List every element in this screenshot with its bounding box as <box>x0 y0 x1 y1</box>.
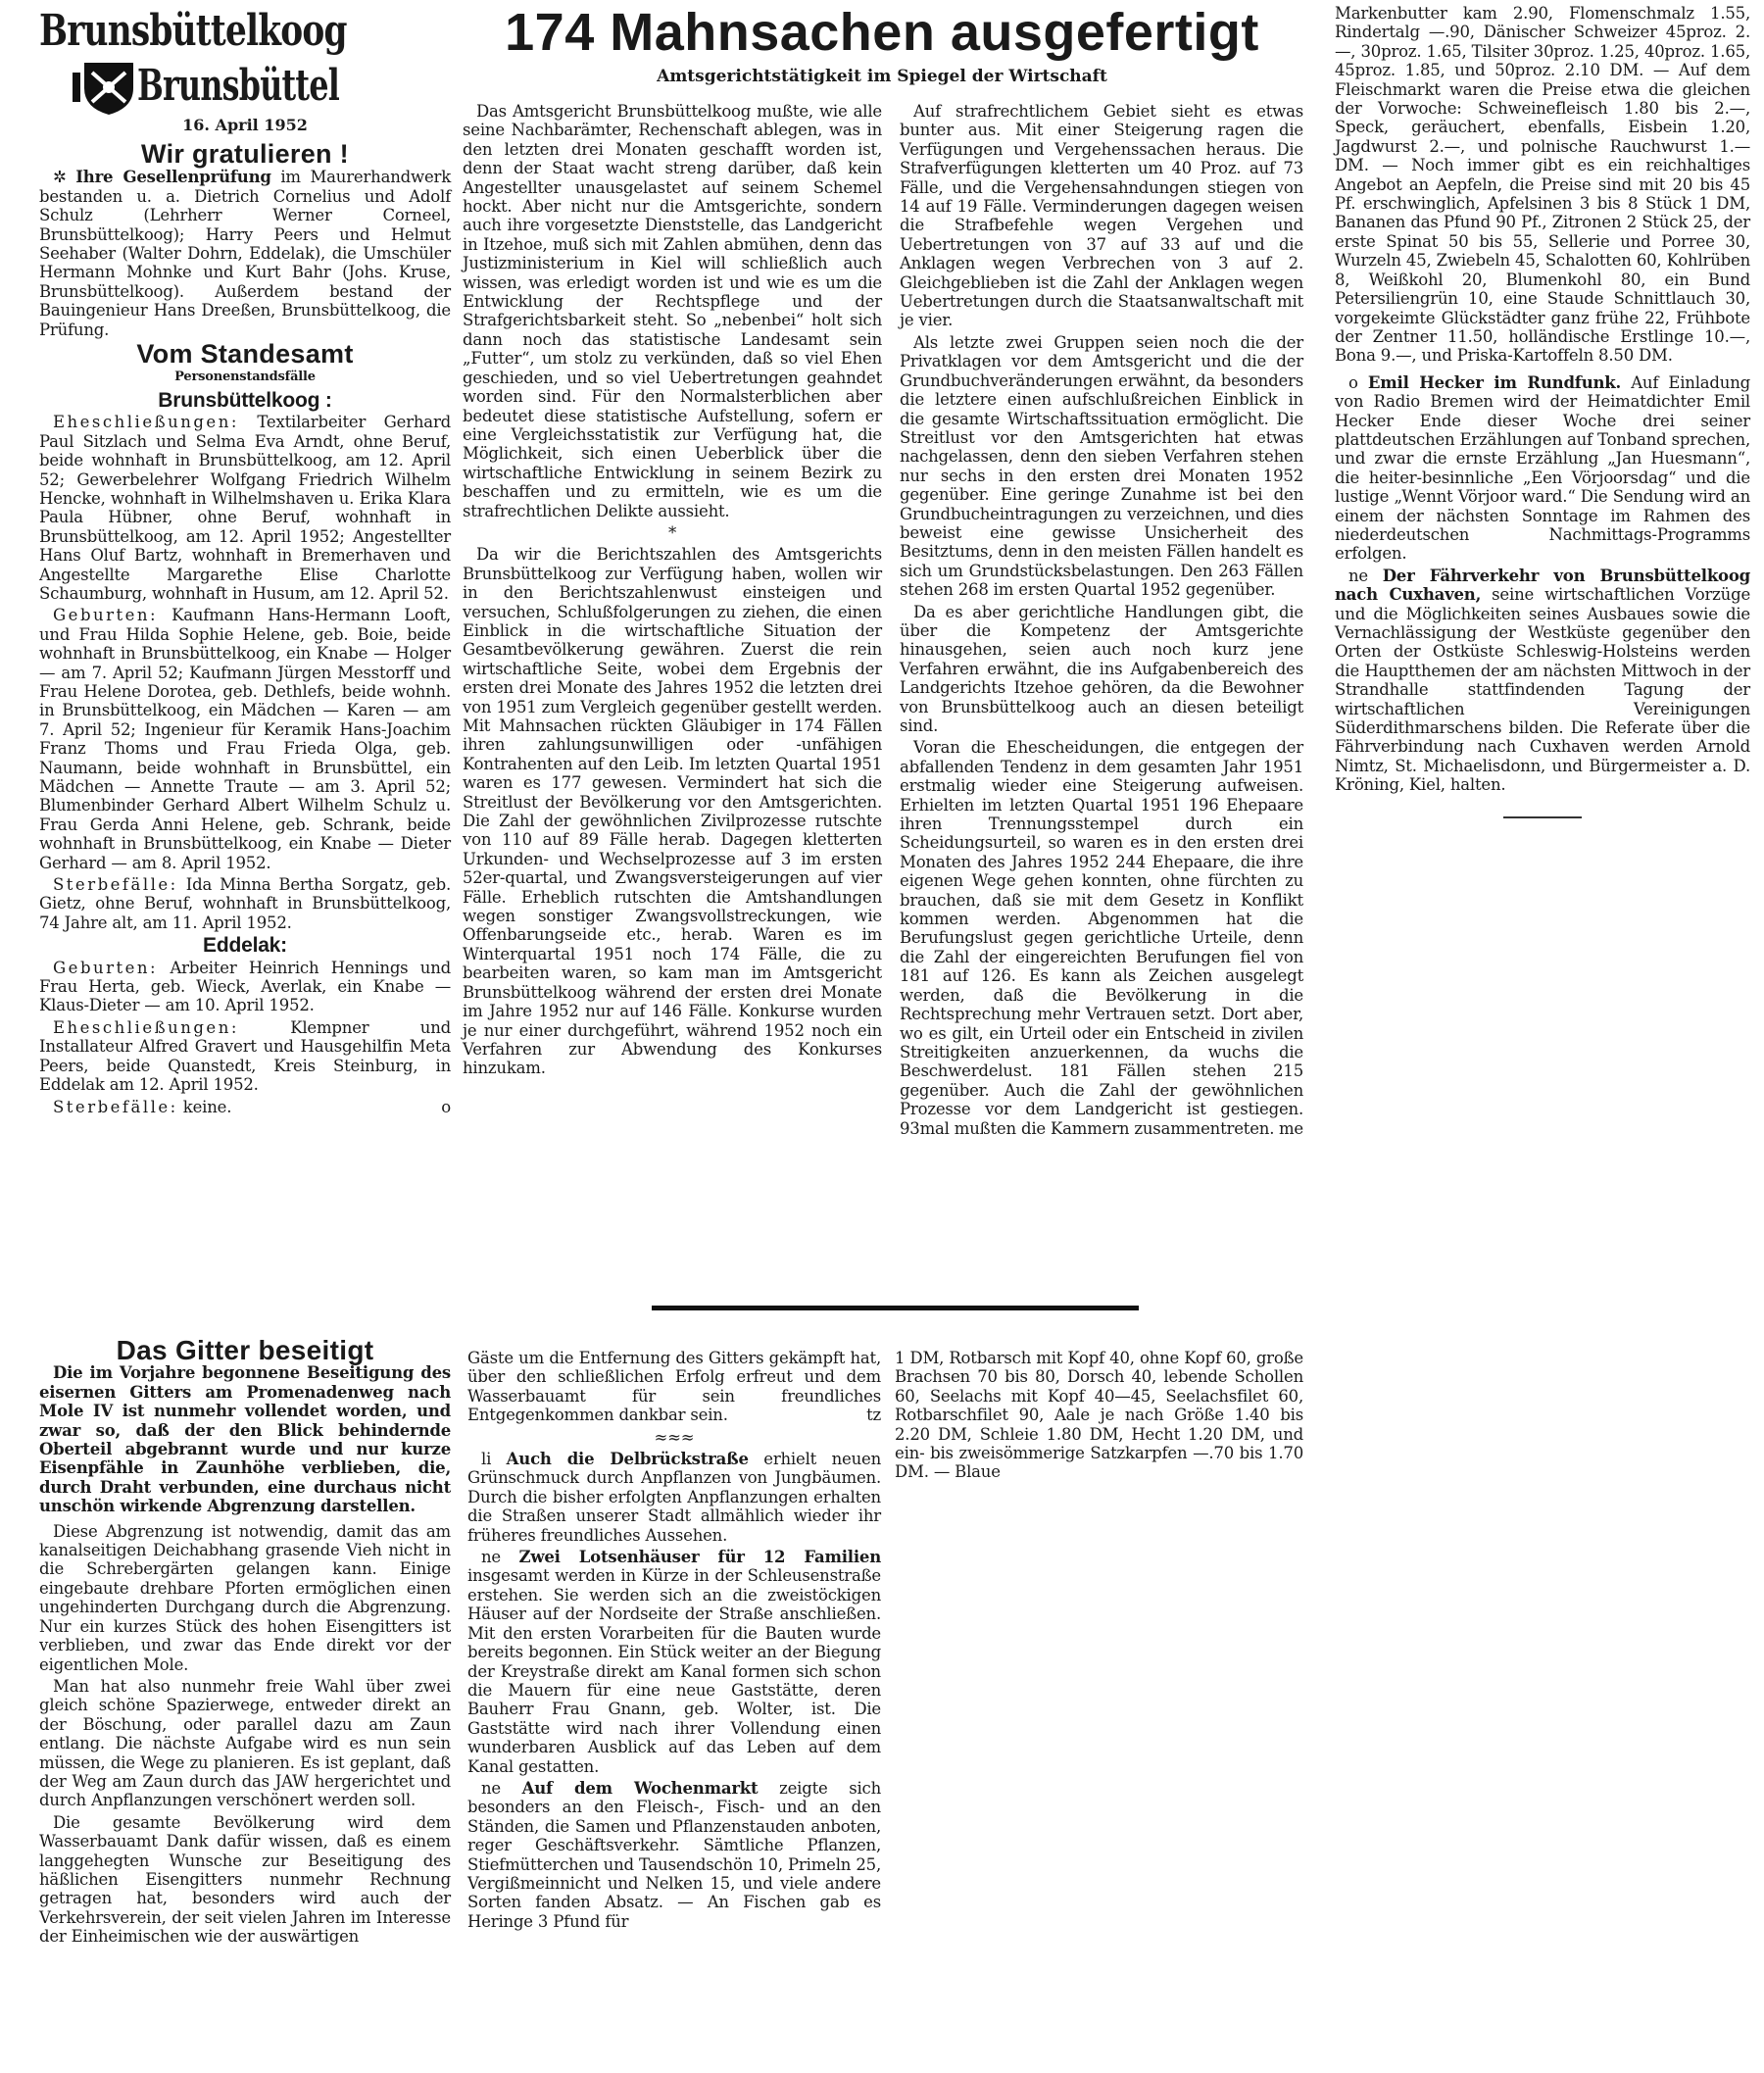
sterbefaelle: Sterbefälle: Ida Minna Bertha Sorgatz, geb. Gietz, ohne Beruf, wohnhaft in Brunsbüttelkoog, 74 Jahre alt, am 11. April 1952. <box>39 875 451 932</box>
hecker-item: o Emil Hecker im Rundfunk. Auf Einladung von Radio Bremen wird der Heimatdichter Emil Hecker Ende dieser Woche drei seiner plattdeutschen Erzählungen auf Tonband sprechen, und zwar die ernste Erzählung „Jan Huesmann“, die heiter-besinnliche „Een Vörjoorsdag“ und die lustige „Wennt Vörjoor ward.“ Die Sendung wird an einem der nächsten Sonntage im Rahmen des niederdeutschen Nachmittags-Programms erfolgen. <box>1335 372 1751 564</box>
faehre-item: ne Der Fährverkehr von Brunsbüttelkoog nach Cuxhaven, seine wirtschaftlichen Vorzüge und die Möglichkeiten seines Ausbaues sowie die Vernachlässigung der Westküste gegenüber den Orten der Ostküste Schleswig-Holsteins werden die Hauptthemen der am nächsten Mittwoch in der Strandhalle stattfindenden Tagung der wirtschaftlichen Vereinigungen Süderdithmarschens bilden. Die Referate über die Fährverbindung nach Cuxhaven werden Arnold Nimtz, St. Michaelisdonn, und Bürgermeister a. D. Kröning, Kiel, halten. <box>1335 566 1751 795</box>
author-mark: me <box>1278 1118 1303 1138</box>
masthead-logo <box>39 6 392 116</box>
divider <box>1503 816 1582 818</box>
eddelak-sterbefaelle: Sterbefälle: keine. o <box>53 1097 451 1116</box>
gitter-paragraph: Die gesamte Bevölkerung wird dem Wasserbauamt Dank dafür wissen, daß es einem langgehegten Wunsche zur Beseitigung des häßlichen Eisengitters nunmehr Rechnung getragen hat, besonders wird auch der Verkehrsverein, der seit vielen Jahren im Interesse der Einheimischen wie der auswärtigen <box>39 1812 451 1947</box>
eddelak-geburten: Geburten: Arbeiter Heinrich Hennings und Frau Herta, geb. Wieck, Averlak, ein Knabe — Klaus-Dieter — am 10. April 1952. <box>39 958 451 1015</box>
gitter-paragraph: Diese Abgrenzung ist notwendig, damit das am kanalseitigen Deichabhang grasende Vieh nicht in die Schrebergärten gelangen kann. Einige eingebaute drehbare Pforten ermöglichen einen ungehinderten Durchgang durch die Abgrenzung. Nur ein kurzes Stück des hohen Eisengitters ist verblieben, und zwar das Ende direkt vor der eigentlichen Mole. <box>39 1521 451 1674</box>
article-paragraph: Das Amtsgericht Brunsbüttelkoog mußte, wie alle seine Nachbarämter, Rechenschaft ablegen, was in den letzten drei Monaten geschafft worden ist, denn der Staat wacht streng darüber, daß kein Angestellter unausgelastet auf seinem Schemel hockt. Aber nicht nur die Amtsgerichte, sondern auch ihre vorgesetzte Dienststelle, das Landgericht in Itzehoe, muß sich mit Zahlen abmühen, denn das Justizministerium in Kiel will schließlich auch wissen, was erledigt worden ist und wie es um die Entwicklung der Rechtspflege und der Strafgerichtsbarkeit steht. So „nebenbei“ holt sich dann noch das statistische Landesamt sein „Futter“, um stolz zu verkünden, daß so viel Ehen geschieden, und so viel Uebertretungen geahndet worden sind. Für den Normalsterblichen aber bedeutet diese statistische Aufstellung, sofern er eine Vergleichsstatistik zur Verfügung hat, die Möglichkeit, sich einen Ueberblick über die wirtschaftliche Entwicklung in seinem Bezirk zu beschaffen und zu ermitteln, wie es um die strafrechtlichen Delikte aussieht. <box>463 102 882 520</box>
article-paragraph: Da wir die Berichtszahlen des Amtsgerichts Brunsbüttelkoog zur Verfügung haben, wollen wir in den Berichtszahlenwust einsteigen und versuchen, Schlußfolgerungen zu ziehen, die einen Einblick in die wirtschaftliche Situation der Gesamtbevölkerung gewähren. Zuerst die rein wirtschaftliche Seite, wobei dem Ergebnis der ersten drei Monate des Jahres 1952 die letzten drei von 1951 zum Vergleich gegenüber gestellt werden. Mit Mahnsachen rückten Gläubiger in 174 Fällen ihren zahlungsunwilligen oder -unfähigen Kontrahenten auf den Leib. Im letzten Quartal 1951 waren es 177 gewesen. Vermindert hat sich die Streitlust der Bevölkerung vor den Amtsgerichten. Die Zahl der gewöhnlichen Zivilprozesse rutschte von 110 auf 89 Fälle herab. Dagegen kletterten Urkunden- und Wechselprozesse auf 3 im ersten 52er-quartal, und Zwangsversteigerungen auf vier Fälle. Erheblich rutschten die Amtshandlungen wegen sonstiger Zwangsvollstreckungen, wie Offenbarungseide etc., herab. Waren es im Winterquartal 1951 noch 174 Fälle, die zu bearbeiten waren, so kam man im Amtsgericht Brunsbüttelkoog während der ersten drei Monate im Jahre 1952 nur auf 146 Fälle. Konkurse wurden je nur einer durchgeführt, während 1952 noch ein Verfahren zur Abwendung des Konkurses hinzukam. <box>463 545 882 1078</box>
separator-star: * <box>667 522 677 542</box>
wave-separator: ≈≈≈ <box>654 1427 695 1447</box>
standesamt-subheading: Personenstandsfälle <box>174 370 316 385</box>
fish-prices-continued: 1 DM, Rotbarsch mit Kopf 40, ohne Kopf 60, große Brachsen 70 bis 80, Dorsch 40, lebende Schollen 60, Seelachs mit Kopf 40—45, Seelachsfilet 60, Rotbarschfilet 90, Aale je nach Größe 1.40 bis 2.20 DM, Schleie 1.80 DM, Hecht 1.20 DM, und ein- bis zweisömmerige Satzkarpfen —.70 bis 1.70 DM. — Blaue <box>895 1349 1303 1482</box>
masthead-line2: Brunsbüttel <box>137 61 340 111</box>
star-icon: ✲ <box>53 168 67 187</box>
place-heading-brunsbuettelkoog: Brunsbüttelkoog : <box>158 388 332 412</box>
article-paragraph: Voran die Ehescheidungen, die entgegen der abfallenden Tendenz in dem gesamten Jahr 1951 erstmalig wieder eine Steigerung aufweisen. Erhielten im letzten Quartal 1951 196 Ehepaare ihren Trennungsstempel durch ein Scheidungsurteil, so waren es in den ersten drei Monaten des Jahres 1952 244 Ehepaare, die ihre eigenen Wege gehen konnten, ohne fürchten zu brauchen, daß sie mit dem Gesetz in Konflikt kommen werden. Abgenommen hat die Berufungslust gegen gerichtliche Urteile, denn die Zahl der eingereichten Berufungen fiel von 181 auf 126. Es kann als Zeichen ausgelegt werden, daß die Bevölkerung in die Rechtsprechung mehr Vertrauen setzt. Dort aber, wo es gilt, ein Urteil oder ein Entscheid in zivilen Streitigkeiten anzuerkennen, da wuchs die Beschwerdelust. 181 Fällen stehen 215 gegenüber. Auch die Zahl der gewöhnlichen Prozesse vor dem Landgericht ist gestiegen. 93mal mußten die Kammern zusammentreten. me <box>900 738 1303 1138</box>
local-news-column <box>467 1349 881 1934</box>
article-paragraph: Auf strafrechtlichem Gebiet sieht es etwas bunter aus. Mit einer Steigerung ragen die Verfügungen und Vergehenssachen heraus. Die Strafverfügungen kletterten um 40 Proz. auf 73 Fälle, und die Vergehensahndungen stiegen von 14 auf 19 Fälle. Verminderungen dagegen weisen die Strafbefehle wegen Vergehen und Uebertretungen von 37 auf 33 auf und die Anklagen wegen Verbrechen von 3 auf 2. Gleichgeblieben ist die Zahl der Anklagen wegen Uebertretungen durch die Staatsanwaltschaft mit je vier. <box>900 102 1303 330</box>
eddelak-eheschliessungen: Eheschließungen: Klempner und Installateur Alfred Gravert und Hausgehilfin Meta Peers, beide Quanstedt, Kreis Steinburg, in Eddelak am 12. April 1952. <box>39 1017 451 1095</box>
gitter-paragraph-continued: Gäste um die Entfernung des Gitters gekämpft hat, über den schließlichen Erfolg erfreut und dem Wasserbauamt für sein freundliches Entgegenkommen dankbar sein. tz <box>467 1349 881 1425</box>
issue-date: 16. April 1952 <box>182 116 308 134</box>
article-paragraph: Da es aber gerichtliche Handlungen gibt, die über die Kompetenz der Amtsgerichte hinausgehen, seien auch noch kurz jene Verfahren erwähnt, die ins Aufgabenbereich des Landgerichts Itzehoe gehören, da die Bewohner von Brunsbüttelkoog auch an diesen beteiligt sind. <box>900 602 1303 735</box>
fish-prices-column <box>895 1349 1303 1485</box>
gitter-column <box>39 1335 451 1950</box>
left-column <box>39 139 451 1119</box>
coat-of-arms-icon <box>73 59 141 116</box>
market-prices-continued: Markenbutter kam 2.90, Flomenschmalz 1.55, Rindertalg —.90, Dänischer Schweizer 45proz. 2.—, 30proz. 1.65, Tilsiter 30proz. 1.25, 40proz. 1.65, 45proz. 1.85, und 50proz. 2.10 DM. — Auf dem Fleischmarkt waren die Preise etwa die gleichen der Vorwoche: Schweinefleisch 1.80 bis 2.—, Speck, geräuchert, ebenfalls, Eisbein 1.20, Jagdwurst 2.—, und polnische Rauchwurst 1.— DM. — Noch immer gibt es ein reichhaltiges Angebot an Aepfeln, die Preise sind mit 20 bis 45 Pf. erschwinglich, Apfelsinen 3 bis 8 Stück 1 DM, Bananen das Pfund 90 Pf., Zitronen 2 Stück 25, der erste Spinat 50 bis 55, Sellerie und Porree 30, Wurzeln 45, Zwiebeln 45, Schalotten 60, Kohlrüben 8, Weißkohl 20, Blumenkohl 80, ein Bund Petersiliengrün 10, eine Staude Schnittlauch 30, vorgekeimte Glückstädter ganz frühe 22, Frühbote der Zentner 11.50, holländische Erstlinge 10.—, Bona 9.—, und Priska-Kartoffeln 8.50 DM. <box>1335 4 1750 366</box>
article-paragraph: Als letzte zwei Gruppen seien noch die der Privatklagen vor dem Amtsgericht und die der Grundbuchveränderungen erwähnt, da besonders die letztere einen aufschlußreichen Einblick in die gesamte Wirtschaftssituation ermöglicht. Die Streitlust vor den Amtsgerichten hat etwas nachgelassen, denn den sieben Verfahren stehen nur sechs in den ersten drei Monaten 1952 gegenüber. Eine geringe Zunahme ist bei den Grundbucheintragungen zu verzeichnen, und dies beweist eine gewisse Unsicherheit des Besitztums, denn in den meisten Fällen handelt es sich um Grundstücksbelastungen. Den 263 Fällen stehen 268 im ersten Quartal 1952 gegenüber. <box>900 332 1303 600</box>
delbrueck-item: li Auch die Delbrückstraße erhielt neuen Grünschmuck durch Anpflanzen von Jungbäumen. Durch die bisher erfolgten Anpflanzungen erhalten die Straßen unserer Stadt allmählich wieder ihr früheres freundliches Aussehen. <box>467 1450 882 1545</box>
article-subtitle: Amtsgerichtstätigkeit im Spiegel der Wirtschaft <box>657 67 1107 86</box>
author-mark: tz <box>866 1406 881 1425</box>
eheschliessungen: Eheschließungen: Textilarbeiter Gerhard Paul Sitzlach und Selma Eva Arndt, ohne Beruf, beide wohnhaft in Brunsbüttelkoog, am 12. April 52; Gewerbelehrer Wolfgang Friedrich Wilhelm Hencke, wohnhaft in Wilhelmshaven u. Erika Klara Paula Hübner, ohne Beruf, wohnhaft in Brunsbüttelkoog, am 12. April 1952; Angestellter Hans Oluf Bartz, wohnhaft in Bremerhaven und Angestellte Margarethe Elise Charlotte Schaumburg, wohnhaft in Husum, am 12. April 52. <box>39 413 451 603</box>
geburten: Geburten: Kaufmann Hans-Hermann Looft, und Frau Hilda Sophie Helene, geb. Boie, beide wohnhaft in Brunsbüttelkoog, ein Knabe — Holger — am 7. April 52; Kaufmann Jürgen Messtorff und Frau Helene Dorotea, geb. Dethlefs, beide wohnh. in Brunsbüttelkoog, ein Mädchen — Karen — am 7. April 52; Ingenieur für Keramik Hans-Joachim Franz Thoms und Frau Frieda Olga, geb. Naumann, beide wohnhaft in Brunsbüttel, ein Mädchen — Annette Traute — am 3. April 52; Blumenbinder Gerhard Albert Wilhelm Schulz u. Frau Gerda Anni Helene, geb. Schrank, beide wohnhaft in Brunsbüttelkoog, ein Knabe — Dieter Gerhard — am 8. April 1952. <box>39 606 451 872</box>
wochenmarkt-item: ne Auf dem Wochenmarkt zeigte sich besonders an den Fleisch-, Fisch- und an den Ständen, die Samen und Pflanzenstauden anboten, reger Geschäftsverkehr. Sämtliche Pflanzen, Stiefmütterchen und Tausendschön 10, Primeln 25, Vergißmeinnicht und Nelken 15, und viele andere Sorten fanden Absatz. — An Fischen gab es Heringe 3 Pfund für <box>467 1778 882 1931</box>
gitter-paragraph: Man hat also nunmehr freie Wahl über zwei gleich schöne Spazierwege, entweder direkt an der Böschung, oder parallel dazu am Zaun entlang. Die nächste Aufgabe wird es nun sein müssen, die Wege zu planieren. Es ist geplant, daß der Weg am Zaun durch das JAW hergerichtet und durch Anpflanzungen verschönert werden soll. <box>39 1676 451 1810</box>
standesamt-heading: Vom Standesamt <box>136 339 354 370</box>
article-title: 174 Mahnsachen ausgefertigt <box>505 3 1259 62</box>
gitter-heading: Das Gitter beseitigt <box>116 1335 374 1365</box>
author-mark: o <box>441 1097 451 1116</box>
masthead-line1: Brunsbüttelkoog <box>39 6 347 56</box>
gratulation-text: ✲ Ihre Gesellenprüfung im Maurerhandwerk bestanden u. a. Dietrich Cornelius und Adolf Schulz (Lehrherr Werner Corneel, Brunsbüttelkoog); Harry Peers und Helmut Seehaber (Walter Dohrn, Eddelak), die Umschüler Hermann Mohnke und Kurt Bahr (Johs. Kruse, Brunsbüttelkoog). Außerdem bestand der Bauingenieur Hans Dreeßen, Brunsbüttelkoog, die Prüfung. <box>39 168 451 339</box>
gratulation-heading: Wir gratulieren ! <box>141 139 349 169</box>
right-column <box>1335 4 1750 818</box>
section-divider <box>652 1306 1139 1310</box>
gitter-lead: Die im Vorjahre begonnene Beseitigung des eisernen Gitters am Promenadenweg nach Mole IV ist nunmehr vollendet worden, und zwar so, daß der den Blick behindernde Oberteil abgebrannt wurde und nur kurze Eisenpfähle in Zaunhöhe verblieben, die, durch Draht verbunden, eine durchaus nicht unschön wirkende Abgrenzung darstellen. <box>39 1363 451 1516</box>
place-heading-eddelak: Eddelak: <box>203 934 287 958</box>
article-column-1 <box>463 102 882 1081</box>
article-column-2 <box>900 102 1303 1141</box>
lotsenhaeuser-item: ne Zwei Lotsenhäuser für 12 Familien insgesamt werden in Kürze in der Schleusenstraße erstehen. Sie werden sich an die zweistöckigen Häuser auf der Nordseite der Straße anschließen. Mit den ersten Vorarbeiten für die Bauten wurde bereits begonnen. Ein Stück weiter an der Biegung der Kreystraße direkt am Kanal formen sich schon die Mauern für eine neue Gaststätte, deren Bauherr Frau Gnann, geb. Wolter, ist. Die Gaststätte wird nach ihrer Vollendung einen wunderbaren Ausblick auf das Leben auf dem Kanal gestatten. <box>467 1548 882 1776</box>
